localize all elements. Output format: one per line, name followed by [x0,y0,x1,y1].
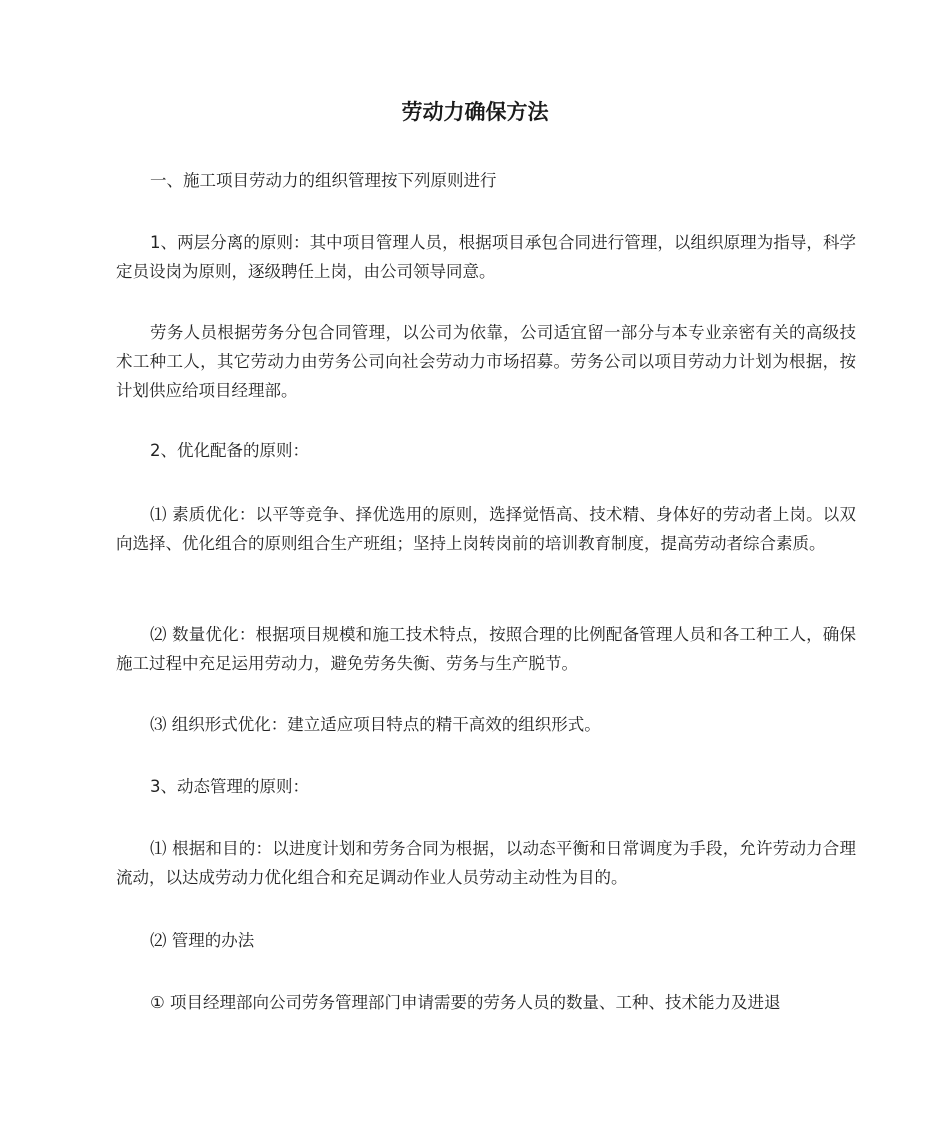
paragraph-organization-optimization: ⑶ 组织形式优化：建立适应项目特点的精干高效的组织形式。 [150,715,601,734]
paragraph-principle-2-heading: 2、优化配备的原则： [150,441,309,460]
paragraph-labor-staff: 劳务人员根据劳务分包合同管理，以公司为依靠，公司适宜留一部分与本专业亲密有关的高级技术工种工人，其它劳动力由劳务公司向社会劳动力市场招募。劳务公司以项目劳动力计划为根据，按计划供应给项目经理部。 [116,323,856,400]
document-title: 劳动力确保方法 [401,100,549,124]
paragraph-method-step-1: ① 项目经理部向公司劳务管理部门申请需要的劳务人员的数量、工种、技术能力及进退 [150,993,781,1012]
paragraph-quantity-optimization: ⑵ 数量优化：根据项目规模和施工技术特点，按照合理的比例配备管理人员和各工种工人，确保施工过程中充足运用劳动力，避免劳务失衡、劳务与生产脱节。 [116,625,856,673]
paragraph-principle-3-heading: 3、动态管理的原则： [150,777,309,796]
paragraph-section-1-heading: 一、施工项目劳动力的组织管理按下列原则进行 [150,171,497,190]
paragraph-basis-and-purpose: ⑴ 根据和目的：以进度计划和劳务合同为根据，以动态平衡和日常调度为手段，允许劳动力合理流动，以达成劳动力优化组合和充足调动作业人员劳动主动性为目的。 [116,839,856,887]
paragraph-quality-optimization: ⑴ 素质优化：以平等竞争、择优选用的原则，选择觉悟高、技术精、身体好的劳动者上岗。以双向选择、优化组合的原则组合生产班组；坚持上岗转岗前的培训教育制度，提高劳动者综合素质。 [116,505,856,553]
paragraph-management-method: ⑵ 管理的办法 [150,931,255,950]
paragraph-principle-1: 1、两层分离的原则：其中项目管理人员，根据项目承包合同进行管理，以组织原理为指导，科学定员设岗为原则，逐级聘任上岗，由公司领导同意。 [116,233,856,281]
